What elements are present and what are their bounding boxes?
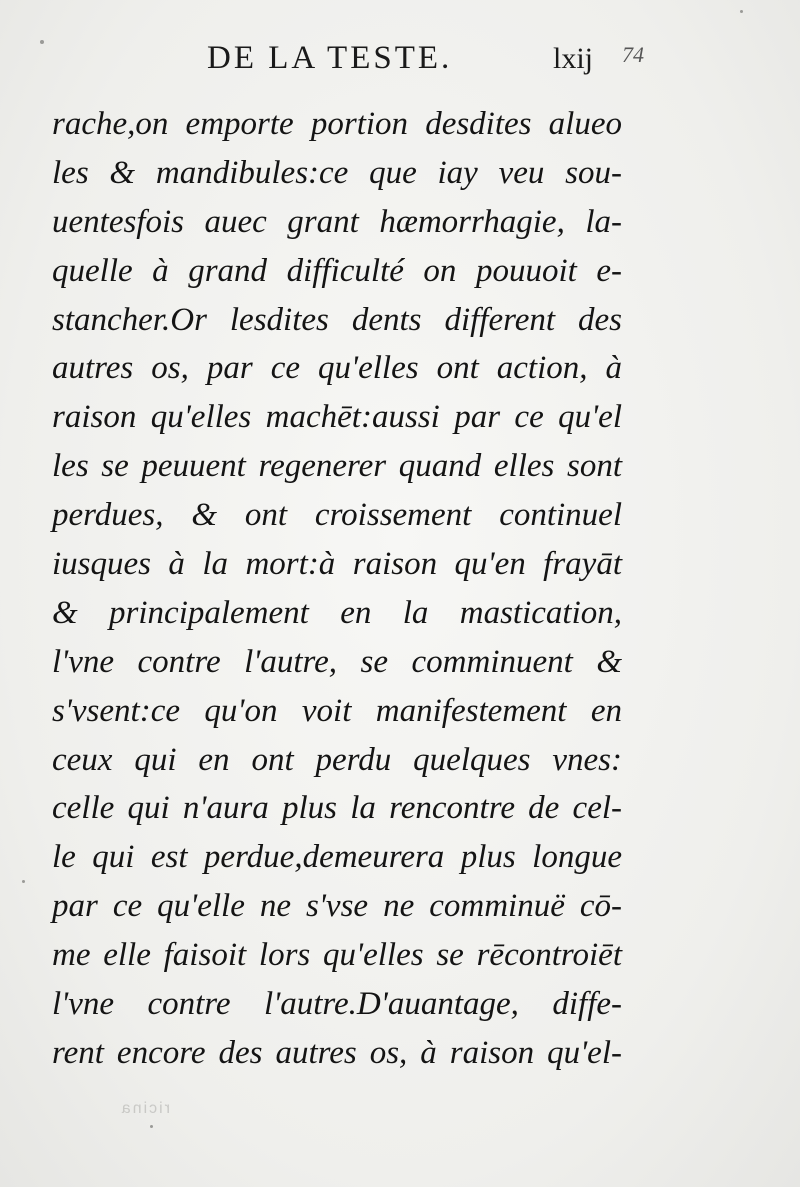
text-line: ceux qui en ont perdu quelques vnes:: [52, 741, 622, 778]
text-line: stancher.Or lesdites dents different des: [52, 301, 622, 338]
text-line: iusques à la mort:à raison qu'en frayāt: [52, 546, 622, 583]
handwritten-folio-annotation: 74: [622, 42, 644, 67]
text-line: perdues, & ont croissement continuel: [52, 497, 622, 534]
paper-speck: [740, 10, 743, 13]
text-line: celle qui n'aura plus la rencontre de cel-: [52, 790, 622, 827]
text-line: raison qu'elles machēt:aussi par ce qu'el: [52, 399, 622, 436]
text-line: s'vsent:ce qu'on voit manifestement en: [52, 692, 622, 729]
body-text: [52, 100, 622, 1078]
bleed-through-text: ricina: [119, 1100, 170, 1117]
page-header: [0, 40, 800, 90]
text-line: par ce qu'elle ne s'vse ne comminuë cō-: [52, 888, 622, 925]
text-line: l'vne contre l'autre.D'auantage, diffe-: [52, 986, 622, 1023]
text-line: & principalement en la mastication,: [52, 594, 622, 631]
text-line: rent encore des autres os, à raison qu'el-: [52, 1034, 622, 1071]
paper-speck: [150, 1125, 153, 1128]
running-title: DE LA TESTE.: [207, 40, 453, 76]
folio-number: lxij: [553, 42, 594, 75]
text-line: me elle faisoit lors qu'elles se rēcontroiēt: [52, 937, 622, 974]
paper-speck: [22, 880, 25, 883]
text-line: les & mandibules:ce que iay veu sou-: [52, 154, 622, 191]
text-line: l'vne contre l'autre, se comminuent &: [52, 643, 622, 680]
text-line: quelle à grand difficulté on pouuoit e-: [52, 252, 622, 289]
text-line: autres os, par ce qu'elles ont action, à: [52, 350, 622, 387]
paper-speck: [40, 40, 44, 44]
text-line: uentesfois auec grant hæmorrhagie, la-: [52, 203, 622, 240]
text-line: rache,on emporte portion desdites alueo: [52, 106, 622, 142]
text-line: le qui est perdue,demeurera plus longue: [52, 839, 622, 876]
text-line: les se peuuent regenerer quand elles sont: [52, 448, 622, 485]
